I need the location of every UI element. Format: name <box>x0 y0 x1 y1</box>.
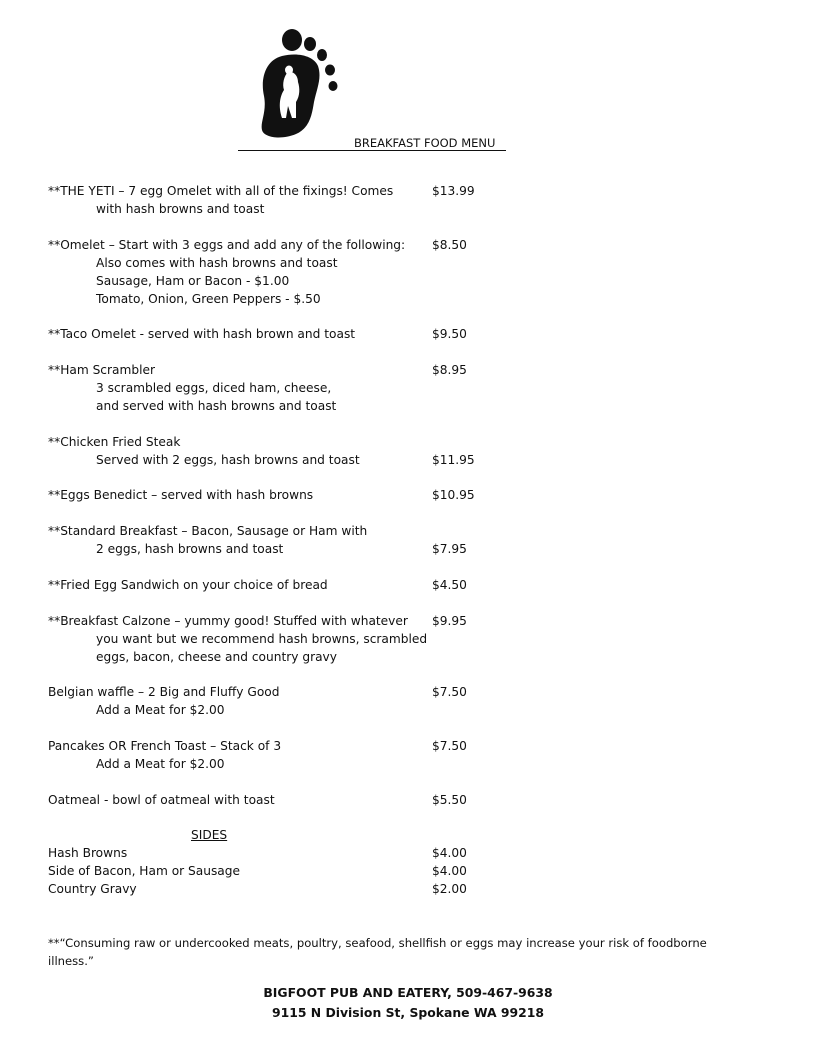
menu-item-line: **Ham Scrambler <box>48 363 155 377</box>
menu-item-price: $10.95 <box>432 488 475 502</box>
menu-item-price: $4.50 <box>432 578 467 592</box>
bigfoot-footprint-icon <box>252 26 342 142</box>
footer-name-phone: BIGFOOT PUB AND EATERY, 509-467-9638 <box>263 985 553 1000</box>
menu-item-price: $5.50 <box>432 793 467 807</box>
menu-item-line: Sausage, Ham or Bacon - $1.00 <box>96 274 290 288</box>
menu-item-line: **Fried Egg Sandwich on your choice of bread <box>48 578 328 592</box>
menu-item-line: Belgian waffle – 2 Big and Fluffy Good <box>48 685 280 699</box>
side-item-price: $2.00 <box>432 882 467 896</box>
menu-item-price: $11.95 <box>432 453 475 467</box>
menu-item-line: eggs, bacon, cheese and country gravy <box>96 650 337 664</box>
menu-item-price: $8.95 <box>432 363 467 377</box>
menu-item-price: $7.95 <box>432 542 467 556</box>
side-item-name: Country Gravy <box>48 882 137 896</box>
footer-address: 9115 N Division St, Spokane WA 99218 <box>271 1005 545 1020</box>
menu-item-line: Served with 2 eggs, hash browns and toast <box>96 453 360 467</box>
menu-item-line: **Breakfast Calzone – yummy good! Stuffed with whatever <box>48 614 408 628</box>
menu-item-line: Add a Meat for $2.00 <box>96 703 225 717</box>
menu-item-line: 2 eggs, hash browns and toast <box>96 542 284 556</box>
menu-item-line: Tomato, Onion, Green Peppers - $.50 <box>96 292 321 306</box>
menu-item-line: **THE YETI – 7 egg Omelet with all of the fixings! Comes <box>48 184 394 198</box>
menu-item-line: with hash browns and toast <box>96 202 265 216</box>
side-item-price: $4.00 <box>432 846 467 860</box>
menu-item-line: Add a Meat for $2.00 <box>96 757 225 771</box>
menu-item-line: and served with hash browns and toast <box>96 399 337 413</box>
side-item-price: $4.00 <box>432 864 467 878</box>
menu-item-line: **Eggs Benedict – served with hash browns <box>48 488 314 502</box>
menu-item-line: **Omelet – Start with 3 eggs and add any of the following: <box>48 238 406 252</box>
menu-item-price: $13.99 <box>432 184 475 198</box>
menu-item-line: you want but we recommend hash browns, scrambled <box>96 632 428 646</box>
menu-item-line: **Taco Omelet - served with hash brown and toast <box>48 327 356 341</box>
menu-item-price: $9.50 <box>432 327 467 341</box>
page-title: BREAKFAST FOOD MENU <box>354 136 496 150</box>
menu-item-price: $7.50 <box>432 739 467 753</box>
menu-item-line: Pancakes OR French Toast – Stack of 3 <box>48 739 282 753</box>
menu-item-price: $7.50 <box>432 685 467 699</box>
disclaimer-line: **“Consuming raw or undercooked meats, poultry, seafood, shellfish or eggs may increase your risk of foodborne <box>48 936 707 950</box>
menu-item-price: $9.95 <box>432 614 467 628</box>
menu-item-line: 3 scrambled eggs, diced ham, cheese, <box>96 381 332 395</box>
menu-item-line: Oatmeal - bowl of oatmeal with toast <box>48 793 275 807</box>
disclaimer-line: illness.” <box>48 954 94 968</box>
side-item-name: Side of Bacon, Ham or Sausage <box>48 864 241 878</box>
menu-item-price: $8.50 <box>432 238 467 252</box>
menu-item-line: **Chicken Fried Steak <box>48 435 181 449</box>
side-item-name: Hash Browns <box>48 846 128 860</box>
menu-item-line: **Standard Breakfast – Bacon, Sausage or Ham with <box>48 524 368 538</box>
sides-heading: SIDES <box>191 828 228 842</box>
menu-item-line: Also comes with hash browns and toast <box>96 256 338 270</box>
